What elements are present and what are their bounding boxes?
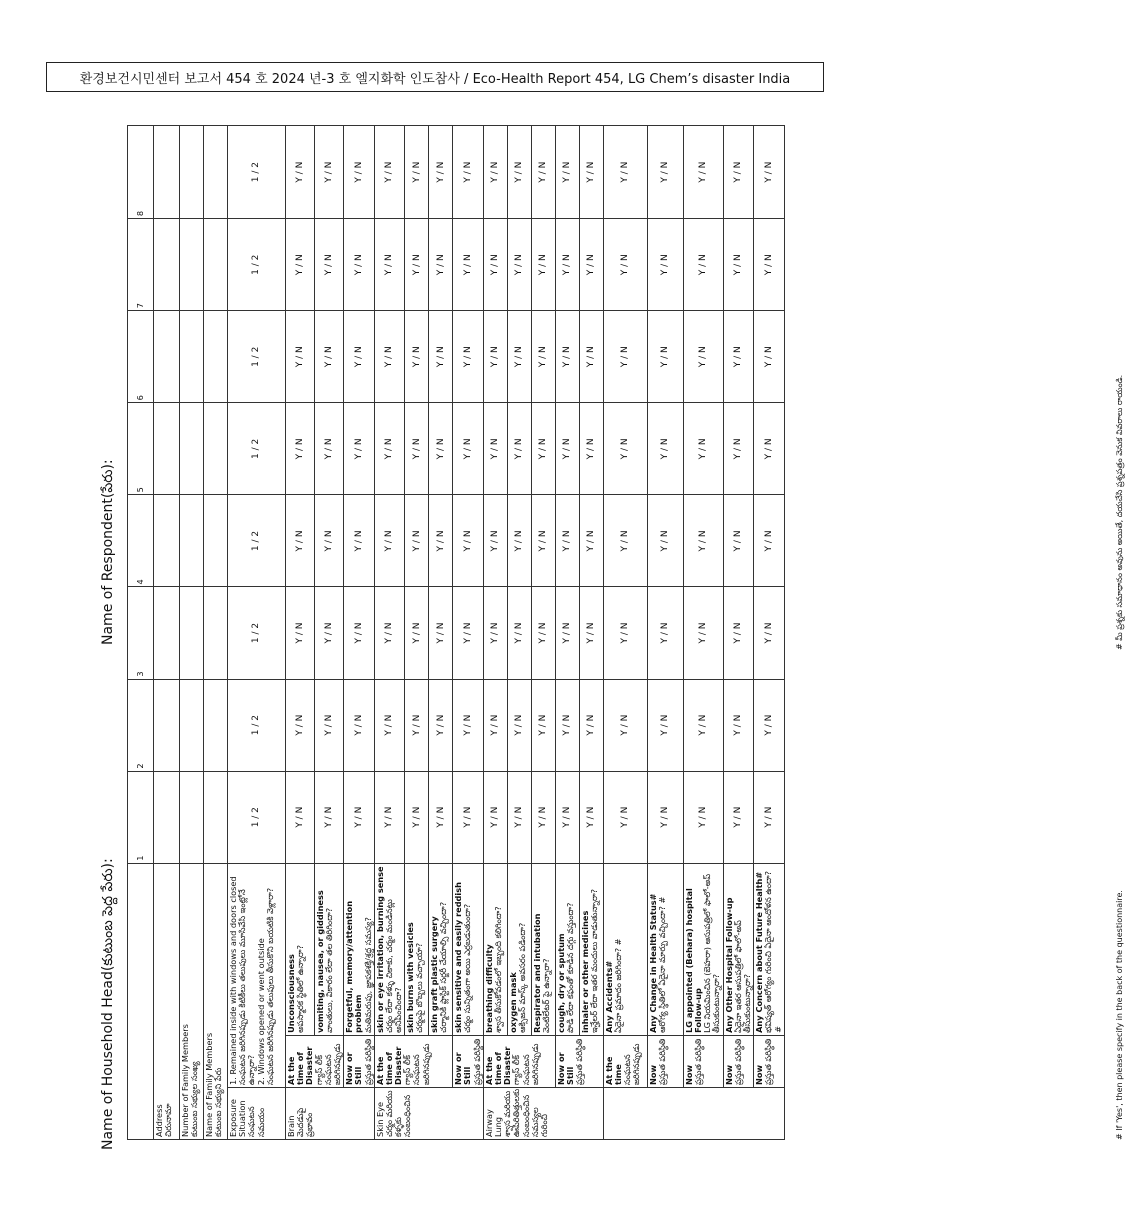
yn-choice[interactable]: Y / N (429, 771, 453, 863)
respondent-label: Name of Respondent(పేరు): (100, 459, 116, 645)
brain-row-3 (344, 126, 375, 1140)
lg-followup-time-te: ప్రస్తుత పరిస్థితి (693, 1038, 703, 1085)
footnote-te: # మీ ప్రశ్నకు సమాధానం అవును అయితే, దయచేసి ప్రశ్నపత్రం వెనుక వివరాలు రాయండి. (1115, 374, 1124, 650)
yn-choice[interactable]: Y / N (405, 679, 429, 771)
brain-row-1 (286, 126, 315, 1140)
symptom-label-te: ఆరోగ్య స్థితిలో ఏదైనా మార్పు వచ్చిందా? # (657, 896, 667, 1033)
col-3: 3 (128, 587, 154, 679)
choice-1-2[interactable]: 1 / 2 (228, 219, 286, 311)
yn-choice[interactable]: Y / N (286, 126, 315, 219)
symptom-label-te: భవిష్యత్ ఆరోగ్యం గురించి ఏదైనా ఆందోళన ఉందా? # (763, 871, 783, 1033)
yn-choice[interactable]: Y / N (507, 219, 531, 311)
yn-choice[interactable]: Y / N (507, 495, 531, 587)
airway-row-4 (555, 126, 579, 1140)
yn-choice[interactable]: Y / N (286, 587, 315, 679)
yn-choice[interactable]: Y / N (374, 403, 405, 495)
yn-choice[interactable]: Y / N (507, 587, 531, 679)
yn-choice[interactable]: Y / N (579, 587, 603, 679)
accidents-time: At the time (603, 1056, 623, 1085)
yn-choice[interactable]: Y / N (603, 679, 647, 771)
exposure-category-te: సంఘటన సమయం (246, 1106, 266, 1137)
health-change-row (647, 126, 683, 1140)
yn-choice[interactable]: Y / N (754, 495, 785, 587)
symptom-label-te: వెంటిలేటర్ పై ఉన్నారా? (541, 958, 551, 1033)
yn-choice[interactable]: Y / N (374, 311, 405, 403)
yn-choice[interactable]: Y / N (315, 403, 344, 495)
accidents-row (603, 126, 647, 1140)
yn-choice[interactable]: Y / N (555, 679, 579, 771)
choice-1-2[interactable]: 1 / 2 (228, 126, 286, 219)
choice-1-2[interactable]: 1 / 2 (228, 495, 286, 587)
col-2: 2 (128, 679, 154, 771)
col-7: 7 (128, 219, 154, 311)
symptom-label: breathing difficulty (483, 944, 494, 1033)
symptom-label: Unconsciousness (286, 954, 296, 1033)
yn-choice[interactable]: Y / N (579, 126, 603, 219)
airway-time-disaster: At the time of Disaster (483, 1046, 513, 1085)
yn-choice[interactable]: Y / N (315, 679, 344, 771)
yn-choice[interactable]: Y / N (315, 126, 344, 219)
yn-choice[interactable]: Y / N (483, 311, 507, 403)
yn-choice[interactable]: Y / N (531, 126, 555, 219)
symptom-label: skin or eye irritation, burning sense (374, 866, 385, 1033)
skin-row-3 (429, 126, 453, 1140)
yn-choice[interactable]: Y / N (344, 219, 375, 311)
yn-choice[interactable]: Y / N (683, 311, 723, 403)
yn-choice[interactable]: Y / N (603, 403, 647, 495)
yn-choice[interactable]: Y / N (453, 587, 484, 679)
yn-choice[interactable]: Y / N (344, 587, 375, 679)
yn-choice[interactable]: Y / N (507, 771, 531, 863)
exposure-row (228, 126, 286, 1140)
yn-choice[interactable]: Y / N (579, 495, 603, 587)
yn-choice[interactable]: Y / N (344, 771, 375, 863)
yn-choice[interactable]: Y / N (374, 587, 405, 679)
symptom-label: Any Concern about Future Health# (754, 871, 765, 1033)
yn-choice[interactable]: Y / N (374, 126, 405, 219)
yn-choice[interactable]: Y / N (723, 771, 754, 863)
yn-choice[interactable]: Y / N (647, 403, 683, 495)
yn-choice[interactable]: Y / N (683, 587, 723, 679)
skin-time-disaster: At the time of Disaster (374, 1046, 404, 1085)
yn-choice[interactable]: Y / N (723, 311, 754, 403)
yn-choice[interactable]: Y / N (286, 771, 315, 863)
exposure-option-1: 1. Remained inside with windows and doors closed (228, 876, 238, 1085)
yn-choice[interactable]: Y / N (647, 311, 683, 403)
symptom-label-te: చర్మంపై బొబ్బలు వచ్చాయా? (414, 942, 425, 1033)
yn-choice[interactable]: Y / N (723, 679, 754, 771)
other-followup-time-te: ప్రస్తుత పరిస్థితి (732, 1038, 743, 1085)
airway-row-3 (531, 126, 555, 1140)
yn-choice[interactable]: Y / N (315, 771, 344, 863)
yn-choice[interactable]: Y / N (579, 311, 603, 403)
yn-choice[interactable]: Y / N (483, 126, 507, 219)
symptom-label-te: LG నియమించిన (బెహరా) ఆసుపత్రిలో ఫాలో-అప్ తీసుకుంటున్నారా? (702, 873, 722, 1033)
yn-choice[interactable]: Y / N (754, 771, 785, 863)
brain-time-now-te: ప్రస్తుత పరిస్థితి (362, 1038, 373, 1085)
yn-choice[interactable]: Y / N (754, 219, 785, 311)
name-members-label: Name of Family Members (204, 1032, 214, 1137)
yn-choice[interactable]: Y / N (531, 495, 555, 587)
yn-choice[interactable]: Y / N (603, 311, 647, 403)
name-members-label-te: కుటుంబ సభ్యుని పేరు (213, 1067, 224, 1137)
yn-choice[interactable]: Y / N (286, 495, 315, 587)
yn-choice[interactable]: Y / N (483, 771, 507, 863)
yn-choice[interactable]: Y / N (683, 679, 723, 771)
health-change-time-te: ప్రస్తుత పరిస్థితి (657, 1038, 667, 1085)
yn-choice[interactable]: Y / N (429, 126, 453, 219)
symptom-label: skin graft plastic surgery (429, 916, 440, 1033)
brain-time-now: Now or Still (344, 1052, 364, 1085)
yn-choice[interactable]: Y / N (531, 403, 555, 495)
yn-choice[interactable]: Y / N (453, 679, 484, 771)
airway-category-te: శ్వాస మరియు ఊపిరితిత్తులకు సంబంధించిన సమస్యల గురించి (502, 1088, 549, 1137)
brain-category: Brain (286, 1115, 296, 1137)
yn-choice[interactable]: Y / N (683, 495, 723, 587)
symptom-label-te: ఇన్హేలర్ లేదా ఇతర మందులు వాడుతున్నారా? (589, 888, 599, 1033)
num-members-label: Number of Family Members (180, 1024, 190, 1137)
num-members-row (180, 126, 204, 1140)
yn-choice[interactable]: Y / N (405, 771, 429, 863)
col-1: 1 (128, 771, 154, 863)
yn-choice[interactable]: Y / N (531, 587, 555, 679)
yn-choice[interactable]: Y / N (603, 771, 647, 863)
yn-choice[interactable]: Y / N (453, 771, 484, 863)
exposure-option-2-te: సంఘటన జరిగినప్పుడు తలుపులు తీసుకొని బయటికి వెళ్లారా? (264, 887, 275, 1085)
col-6: 6 (128, 311, 154, 403)
yn-choice[interactable]: Y / N (344, 495, 375, 587)
yn-choice[interactable]: Y / N (374, 495, 405, 587)
yn-choice[interactable]: Y / N (531, 771, 555, 863)
symptom-label-te: ఏదైనా ఇతర ఆసుపత్రిలో ఫాలో-అప్ తీసుకుంటున్నారా? (732, 920, 752, 1033)
yn-choice[interactable]: Y / N (286, 219, 315, 311)
yn-choice[interactable]: Y / N (405, 403, 429, 495)
yn-choice[interactable]: Y / N (683, 219, 723, 311)
household-head-label: Name of Household Head(కుటుంబ పెద్ద పేరు): (100, 858, 116, 1150)
symptom-label: skin burns with vesicles (405, 922, 416, 1033)
symptom-label-te: పొడి లేదా కఫంతో కూడిన దగ్గు వస్తుందా? (565, 902, 575, 1033)
yn-choice[interactable]: Y / N (507, 126, 531, 219)
skin-time-now-te: ప్రస్తుత పరిస్థితి (471, 1038, 482, 1085)
yn-choice[interactable]: Y / N (754, 679, 785, 771)
symptom-label-te: ఏదైనా ప్రమాదం జరిగిందా? # (613, 938, 623, 1033)
yn-choice[interactable]: Y / N (603, 587, 647, 679)
yn-choice[interactable]: Y / N (754, 403, 785, 495)
yn-choice[interactable]: Y / N (315, 219, 344, 311)
future-concern-time: Now (754, 1064, 765, 1085)
choice-1-2[interactable]: 1 / 2 (228, 403, 286, 495)
airway-time-disaster-te: గ్యాస్ లీక్ సంఘటన జరిగినప్పుడు (511, 1043, 540, 1085)
exposure-option-1-te: సంఘటన జరిగినప్పుడు కిటికీలు తలుపులు మూసివేసి ఇంట్లోనే ఉన్నారా? (237, 889, 257, 1085)
symptom-label: cough, dry or sputum (555, 933, 566, 1033)
yn-choice[interactable]: Y / N (453, 311, 484, 403)
questionnaire-table (127, 125, 785, 1140)
yn-choice[interactable]: Y / N (286, 403, 315, 495)
yn-choice[interactable]: Y / N (286, 311, 315, 403)
yn-choice[interactable]: Y / N (683, 771, 723, 863)
yn-choice[interactable]: Y / N (453, 219, 484, 311)
address-label-te: చిరునామా (163, 1103, 174, 1137)
skin-time-now: Now or Still (453, 1052, 473, 1085)
yn-choice[interactable]: Y / N (315, 587, 344, 679)
yn-choice[interactable]: Y / N (405, 219, 429, 311)
exposure-category: Exposure Situation (228, 1099, 248, 1137)
yn-choice[interactable]: Y / N (683, 126, 723, 219)
yn-choice[interactable]: Y / N (647, 126, 683, 219)
yn-choice[interactable]: Y / N (555, 219, 579, 311)
num-members-label-te: కుటుంబ సభ్యుల సంఖ్య (189, 1061, 200, 1137)
yn-choice[interactable]: Y / N (453, 495, 484, 587)
yn-choice[interactable]: Y / N (507, 679, 531, 771)
skin-time-disaster-te: గ్యాస్ లీక్ సంఘటన జరిగినప్పుడు (402, 1043, 431, 1085)
questionnaire (100, 120, 1124, 1150)
symptom-label-te: శ్వాస తీసుకోవడంలో ఇబ్బంది కలిగిందా? (493, 906, 503, 1033)
yn-choice[interactable]: Y / N (531, 311, 555, 403)
yn-choice[interactable]: Y / N (555, 587, 579, 679)
yn-choice[interactable]: Y / N (344, 126, 375, 219)
address-cell[interactable] (154, 771, 180, 863)
yn-choice[interactable]: Y / N (344, 403, 375, 495)
address-label: Address (154, 1104, 164, 1137)
symptom-label: Any Accidents# (603, 960, 614, 1033)
yn-choice[interactable]: Y / N (579, 219, 603, 311)
yn-choice[interactable]: Y / N (405, 126, 429, 219)
skin-row-4 (453, 126, 484, 1140)
yn-choice[interactable]: Y / N (483, 495, 507, 587)
yn-choice[interactable]: Y / N (344, 311, 375, 403)
yn-choice[interactable]: Y / N (483, 679, 507, 771)
symptom-label: inhaler or other medicines (579, 910, 590, 1033)
yn-choice[interactable]: Y / N (429, 495, 453, 587)
yn-choice[interactable]: Y / N (683, 403, 723, 495)
yn-choice[interactable]: Y / N (555, 311, 579, 403)
yn-choice[interactable]: Y / N (647, 771, 683, 863)
yn-choice[interactable]: Y / N (647, 495, 683, 587)
airway-row-1 (483, 126, 507, 1140)
brain-time-disaster: At the time of Disaster (286, 1046, 315, 1085)
yn-choice[interactable]: Y / N (555, 771, 579, 863)
footnote-en: # If 'Yes', then please specify in the back of the questionnaire. (1115, 890, 1124, 1140)
yn-choice[interactable]: Y / N (405, 587, 429, 679)
brain-time-disaster-te: గ్యాస్ లీక్ సంఘటన జరిగినప్పుడు (313, 1043, 342, 1085)
yn-choice[interactable]: Y / N (555, 403, 579, 495)
skin-row-1 (374, 126, 405, 1140)
skin-category-te: చర్మం మరియు కళ్ళకు సంబంధించిన (383, 1090, 413, 1137)
airway-time-now-te: ప్రస్తుత పరిస్థితి (574, 1038, 585, 1085)
airway-row-5 (579, 126, 603, 1140)
future-concern-time-te: ప్రస్తుత పరిస్థితి (763, 1038, 774, 1085)
symptom-label: Any Change in Health Status# (647, 893, 658, 1033)
symptom-label-te: వాంతులు, వికారం లేదా తల తిరిగిందా? (324, 907, 335, 1033)
yn-choice[interactable]: Y / N (453, 126, 484, 219)
yn-choice[interactable]: Y / N (374, 771, 405, 863)
symptom-label-te: మతిమరుపు, జ్ఞాపకశక్తి/శ్రద్ధ సమస్య? (362, 917, 373, 1033)
brain-row-2 (315, 126, 344, 1140)
symptom-label-te: చర్మానికి ప్లాస్టిక్ సర్జరీ చేయాల్సి వచ్చిందా? (438, 901, 449, 1033)
yn-choice[interactable]: Y / N (483, 219, 507, 311)
other-followup-row (723, 126, 754, 1140)
yn-choice[interactable]: Y / N (429, 679, 453, 771)
airway-category: Airway Lung (483, 1109, 503, 1137)
yn-choice[interactable]: Y / N (429, 403, 453, 495)
lg-followup-time: Now (683, 1064, 694, 1085)
yn-choice[interactable]: Y / N (723, 126, 754, 219)
airway-time-now: Now or Still (555, 1052, 575, 1085)
choice-1-2[interactable]: 1 / 2 (228, 311, 286, 403)
yn-choice[interactable]: Y / N (483, 403, 507, 495)
exposure-option-2: 2. Windows opened or went outside (255, 938, 266, 1085)
skin-category: Skin Eye (374, 1101, 385, 1137)
yn-choice[interactable]: Y / N (315, 311, 344, 403)
col-8: 8 (128, 126, 154, 219)
symptom-label-te: ఆక్సిజన్ మాస్క్ అవసరం పడిందా? (517, 922, 527, 1033)
yn-choice[interactable]: Y / N (603, 495, 647, 587)
accidents-time-te: సంఘటన జరిగినప్పుడు (622, 1043, 642, 1085)
skin-row-2 (405, 126, 429, 1140)
symptom-label: Any Other Hospital Follow-up (723, 897, 734, 1033)
yn-choice[interactable]: Y / N (405, 495, 429, 587)
symptom-label: Forgetful, memory/attention problem (344, 900, 364, 1033)
name-members-row (204, 126, 228, 1140)
yn-choice[interactable]: Y / N (286, 679, 315, 771)
yn-choice[interactable]: Y / N (723, 403, 754, 495)
yn-choice[interactable]: Y / N (723, 219, 754, 311)
yn-choice[interactable]: Y / N (429, 587, 453, 679)
header-row (128, 126, 154, 1140)
choice-1-2[interactable]: 1 / 2 (228, 771, 286, 863)
yn-choice[interactable]: Y / N (429, 311, 453, 403)
yn-choice[interactable]: Y / N (603, 219, 647, 311)
yn-choice[interactable]: Y / N (754, 311, 785, 403)
yn-choice[interactable]: Y / N (555, 495, 579, 587)
yn-choice[interactable]: Y / N (603, 126, 647, 219)
future-concern-row (754, 126, 785, 1140)
airway-row-2 (507, 126, 531, 1140)
report-header-text: 환경보건시민센터 보고서 454 호 2024 년-3 호 엘지화학 인도참사 / Eco-Health Report 454, LG Chem’s disaster India (79, 71, 791, 87)
symptom-label-te: అపస్మారక స్థితిలో ఉన్నారా? (295, 945, 306, 1033)
yn-choice[interactable]: Y / N (507, 403, 531, 495)
yn-choice[interactable]: Y / N (579, 679, 603, 771)
col-4: 4 (128, 495, 154, 587)
yn-choice[interactable]: Y / N (647, 679, 683, 771)
yn-choice[interactable]: Y / N (374, 679, 405, 771)
symptom-label: Respirator and intubation (531, 913, 542, 1033)
yn-choice[interactable]: Y / N (579, 403, 603, 495)
yn-choice[interactable]: Y / N (647, 587, 683, 679)
brain-category-te: మెదడుపై ప్రభావం (295, 1107, 315, 1137)
symptom-label: LG appointed (Behara) hospital Follow-up (683, 888, 703, 1033)
report-header (46, 62, 824, 92)
yn-choice[interactable]: Y / N (647, 219, 683, 311)
yn-choice[interactable]: Y / N (531, 219, 555, 311)
yn-choice[interactable]: Y / N (754, 587, 785, 679)
yn-choice[interactable]: Y / N (315, 495, 344, 587)
yn-choice[interactable]: Y / N (405, 311, 429, 403)
yn-choice[interactable]: Y / N (374, 219, 405, 311)
choice-1-2[interactable]: 1 / 2 (228, 587, 286, 679)
yn-choice[interactable]: Y / N (723, 587, 754, 679)
choice-1-2[interactable]: 1 / 2 (228, 679, 286, 771)
health-change-time: Now (647, 1064, 658, 1085)
yn-choice[interactable]: Y / N (429, 219, 453, 311)
yn-choice[interactable]: Y / N (483, 587, 507, 679)
yn-choice[interactable]: Y / N (453, 403, 484, 495)
symptom-label: vomiting, nausea, or giddiness (315, 890, 326, 1033)
yn-choice[interactable]: Y / N (754, 126, 785, 219)
symptom-label-te: చర్మం లేదా కళ్ళు చికాకు, చర్మం మండినట్లు అనిపించిందా? (383, 899, 404, 1033)
yn-choice[interactable]: Y / N (344, 679, 375, 771)
yn-choice[interactable]: Y / N (579, 771, 603, 863)
symptom-label-te: చర్మం సున్నితంగా అయి ఎర్రబడుతుందా? (462, 903, 473, 1033)
yn-choice[interactable]: Y / N (723, 495, 754, 587)
col-5: 5 (128, 403, 154, 495)
other-followup-time: Now (723, 1064, 734, 1085)
yn-choice[interactable]: Y / N (507, 311, 531, 403)
lg-followup-row (683, 126, 723, 1140)
yn-choice[interactable]: Y / N (555, 126, 579, 219)
address-row (154, 126, 180, 1140)
yn-choice[interactable]: Y / N (531, 679, 555, 771)
symptom-label: skin sensitive and easily reddish (453, 882, 464, 1033)
symptom-label: oxygen mask (507, 972, 518, 1033)
